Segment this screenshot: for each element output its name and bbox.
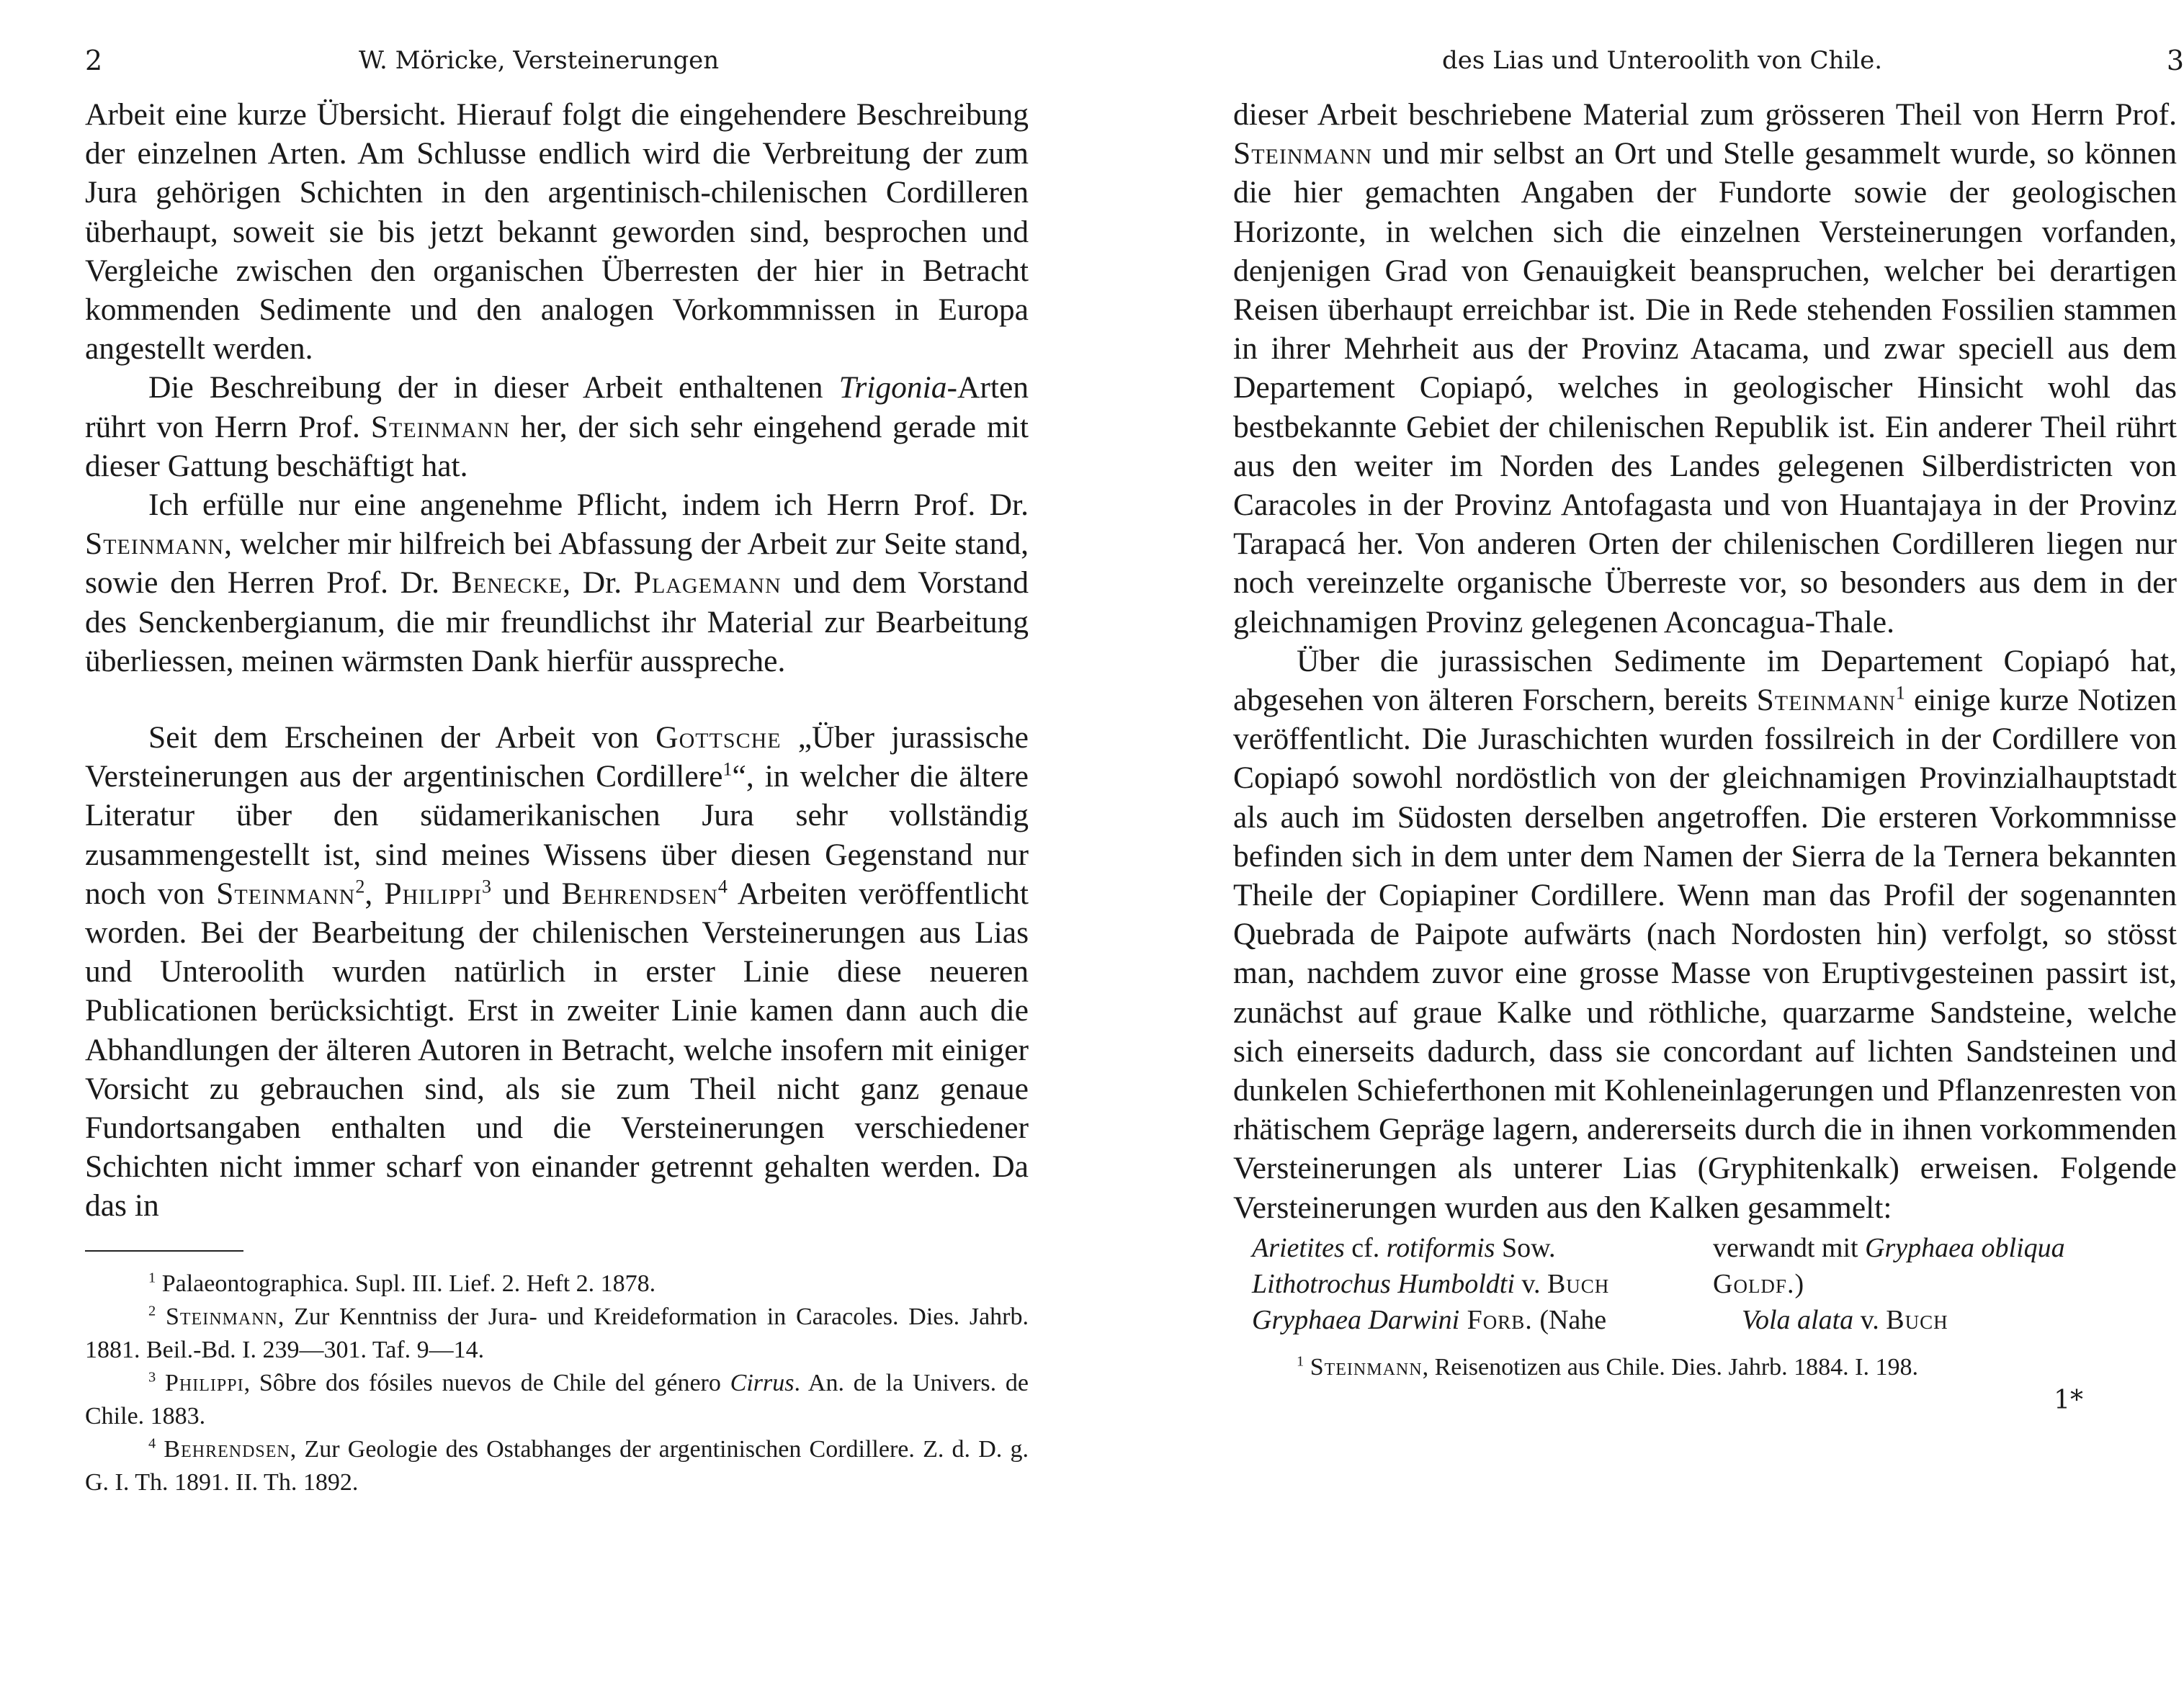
page-number: 3	[2166, 45, 2184, 76]
left-page	[85, 0, 1029, 1499]
paragraph: Die Beschreibung der in dieser Arbeit enthaltenen Trigonia-Arten rührt von Herrn Prof. Steinmann her, der sich sehr eingehend gerade mit dieser Gattung beschäftigt hat.	[85, 370, 1029, 483]
footnote: $^3$ Philippi, Sôbre dos fósiles nuevos de Chile del género Cirrus. An. de la Univers. de Chile. 1883.	[85, 1369, 1029, 1430]
footnote-rule	[85, 1250, 243, 1252]
right-body	[1233, 95, 2177, 1227]
running-head: des Lias und Unteroolith von Chile.	[1442, 46, 1883, 75]
fossil-entry: Goldf.)	[1713, 1268, 1804, 1299]
fossil-entry: Vola alata v. Buch	[1742, 1304, 1948, 1335]
footnotes	[85, 1267, 1029, 1499]
footnote: $^1$ Palaeontographica. Supl. III. Lief. 2. Heft 2. 1878.	[148, 1270, 656, 1297]
footnote: $^2$ Steinmann, Zur Kenntniss der Jura- und Kreideformation in Caracoles. Dies. Jahrb. 1881. Beil.-Bd. I. 239—301. Taf. 9—14.	[85, 1303, 1029, 1363]
right-page	[1233, 0, 2184, 1415]
footnote: $^4$ Behrendsen, Zur Geologie des Ostabhanges der argentinischen Cordillere. Z. d. D. g. G. I. Th. 1891. II. Th. 1892.	[85, 1435, 1029, 1496]
fossil-entry: verwandt mit Gryphaea obliqua	[1713, 1232, 2065, 1263]
paragraph: Ich erfülle nur eine angenehme Pflicht, indem ich Herrn Prof. Dr. Steinmann, welcher mir hilfreich bei Abfassung der Arbeit zur Seite stand, sowie den Herren Prof. Dr. Benecke, Dr. Plagemann und dem Vorstand des Senckenbergianum, die mir freundlichst ihr Material zur Bearbeitung überliessen, meinen wärmsten Dank hierfür ausspreche.	[85, 488, 1029, 678]
fossil-column	[1713, 1230, 2116, 1338]
signature-mark: 1*	[2054, 1385, 2083, 1415]
left-body	[85, 95, 1029, 1226]
right-header	[1233, 45, 2184, 95]
fossil-entry: Lithotrochus Humboldti v. Buch	[1252, 1268, 1610, 1299]
paragraph: Über die jurassischen Sedimente im Departement Copiapó hat, abgesehen von älteren Forschern, bereits Steinmann$^1$ einige kurze Notizen veröffentlicht. Die Juraschichten wurden fossilreich in der Cordillere von Copiapó sowohl nordöstlich von der gleichnamigen Provinzialhauptstadt als auch im Südosten derselben angetroffen. Die ersteren Vorkommnisse befinden sich in dem unter dem Namen der Sierra de la Ternera bekannten Theile der Copiapiner Cordillere. Wenn man das Profil der sogenannten Quebrada de Paipote aufwärts (nach Nordosten hin) verfolgt, so stösst man, nachdem zuvor eine grosse Masse von Eruptivgesteinen passirt ist, zunächst auf graue Kalke und röthliche, quarzarme Sandsteine, welche sich einerseits dadurch, dass sie concordant auf lichten Sandsteinen und dunkelen Schieferthonen mit Kohleneinlagerungen und Pflanzenresten von rhätischem Gepräge lagern, andererseits durch die in ihnen vorkommenden Versteinerungen als unterer Lias (Gryphitenkalk) erweisen. Folgende Versteinerungen wurden aus den Kalken gesammelt:	[1233, 643, 2177, 1225]
paragraph: dieser Arbeit beschriebene Material zum grösseren Theil von Herrn Prof. Steinmann und mir selbst an Ort und Stelle gesammelt wurde, so können die hier gemachten Angaben der Fundorte sowie der geologischen Horizonte, in welchen sich die einzelnen Versteinerungen vorfanden, denjenigen Grad von Genauigkeit beanspruchen, welcher bei derartigen Reisen überhaupt erreichbar ist. Die in Rede stehenden Fossilien stammen in ihrer Mehrheit aus der Provinz Atacama, und zwar speciell aus dem Departement Copiapó, welches in geologischer Hinsicht wohl das bestbekannte Gebiet der chilenischen Republik ist. Ein anderer Theil rührt aus den weiter im Norden des Landes gelegenen Silberdistricten von Caracoles in der Provinz Antofagasta und von Huantajaya in der Provinz Tarapacá her. Von anderen Orten der chilenischen Cordilleren liegen nur noch vereinzelte organische Überreste vor, so besonders aus dem in der gleichnamigen Provinz gelegenen Aconcagua-Thale.	[1233, 97, 2177, 639]
fossil-entry: Gryphaea Darwini Forb. (Nahe	[1252, 1304, 1607, 1335]
paragraph: Seit dem Erscheinen der Arbeit von Gottsche „Über jurassische Versteinerungen aus der argentinischen Cordillere$^1$“, in welcher die ältere Literatur über den südamerikanischen Jura sehr vollständig zusammengestellt ist, sind meines Wissens über diesen Gegenstand nur noch von Steinmann$^2$, Philippi$^3$ und Behrendsen$^4$ Arbeiten veröffentlicht worden. Bei der Bearbeitung der chilenischen Versteinerungen aus Lias und Unteroolith wurden natürlich in erster Linie diese neueren Publicationen berücksichtigt. Erst in zweiter Linie kamen dann auch die Abhandlungen der älteren Autoren in Betracht, welche insofern mit einiger Vorsicht zu gebrauchen sind, als sie zum Theil nicht ganz genaue Fundortsangaben enthalten und die Versteinerungen verschiedener Schichten nicht immer scharf von einander getrennt gehalten werden. Da das in	[85, 720, 1029, 1224]
fossil-entry: Arietites cf. rotiformis Sow.	[1252, 1232, 1556, 1263]
paragraph: Arbeit eine kurze Übersicht. Hierauf folgt die eingehendere Beschreibung der einzelnen Arten. Am Schlusse endlich wird die Verbreitung der zum Jura gehörigen Schichten in den argentinisch-chilenischen Cordilleren überhaupt, soweit sie bis jetzt bekannt geworden sind, besprochen und Vergleiche zwischen den organischen Überresten der hier in Betracht kommenden Sedimente und den analogen Vorkommnissen in Europa angestellt werden.	[85, 97, 1029, 367]
left-header	[85, 45, 1029, 95]
fossil-list	[1233, 1230, 2177, 1338]
fossil-column	[1233, 1230, 1713, 1338]
running-head: W. Möricke, Versteinerungen	[359, 46, 720, 75]
footnote: $^1$ Steinmann, Reisenotizen aus Chile. Dies. Jahrb. 1884. I. 198.	[1297, 1353, 1918, 1381]
page-number: 2	[85, 45, 103, 76]
section-gap	[85, 681, 1029, 718]
footnotes	[1233, 1351, 2177, 1384]
